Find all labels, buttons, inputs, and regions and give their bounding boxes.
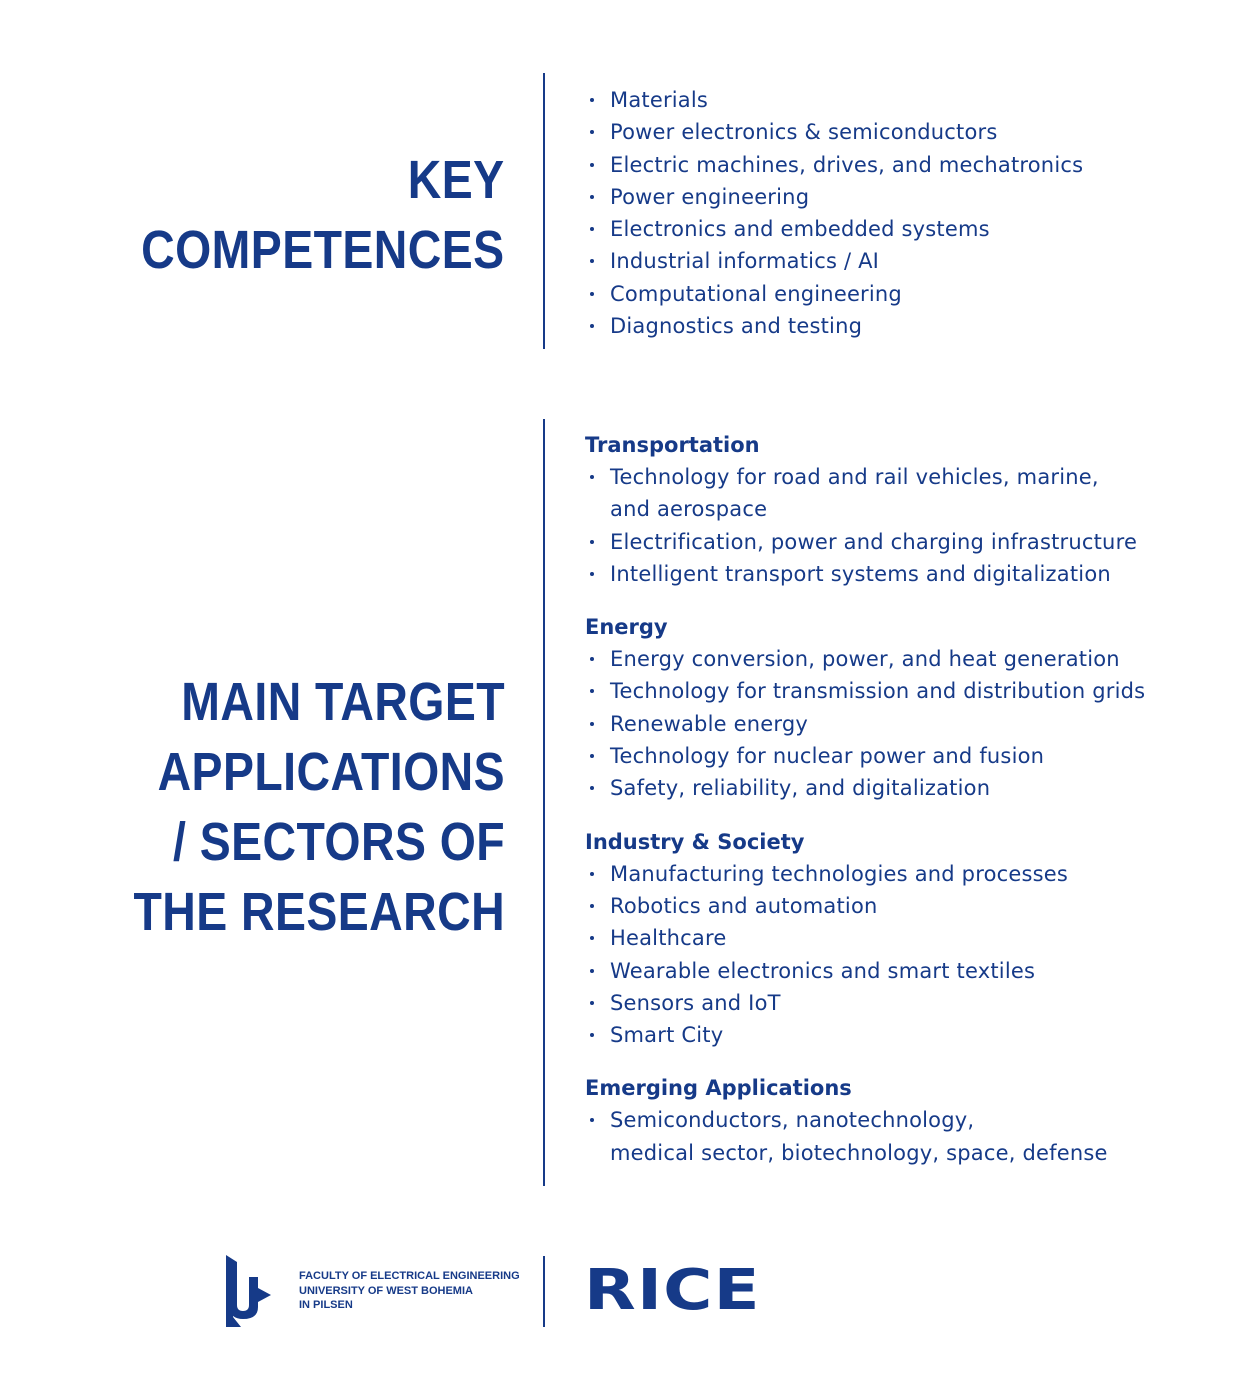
footer-divider xyxy=(543,1256,545,1327)
heading-line: THE RESEARCH xyxy=(133,882,505,942)
key-competences-list-wrap xyxy=(585,84,1083,342)
sector-title: Energy xyxy=(585,615,668,640)
sector-item xyxy=(585,1104,1145,1169)
sector-item-line: Electrification, power and charging infrastructure xyxy=(610,529,1138,554)
sector-list xyxy=(585,858,1145,1052)
sector-item-line: Safety, reliability, and digitalization xyxy=(610,776,991,801)
sector-item-line: Intelligent transport systems and digitalization xyxy=(610,561,1111,586)
sector-item-line: Sensors and IoT xyxy=(610,990,781,1015)
fel-zcu-logo-icon xyxy=(225,1255,275,1327)
sector-item xyxy=(585,955,1145,987)
heading-line: COMPETENCES xyxy=(141,220,505,280)
key-competences-list xyxy=(585,84,1083,342)
divider-line xyxy=(543,419,545,1186)
sector-list xyxy=(585,461,1145,590)
sector-item-line: Technology for road and rail vehicles, marine, xyxy=(610,465,1099,489)
sector-group xyxy=(585,429,1145,590)
sector-list xyxy=(585,1104,1145,1169)
sector-item xyxy=(585,643,1145,675)
sector-title: Emerging Applications xyxy=(585,1076,852,1101)
sector-item-line: Wearable electronics and smart textiles xyxy=(610,958,1036,983)
sector-item xyxy=(585,922,1145,954)
sector-group xyxy=(585,1072,1145,1169)
sector-item-line: Semiconductors, nanotechnology, xyxy=(610,1108,975,1133)
competence-item: Diagnostics and testing xyxy=(585,310,1083,342)
sector-item-line: Technology for nuclear power and fusion xyxy=(610,744,1045,769)
sector-item-line: and aerospace xyxy=(610,497,768,522)
rice-logo: RICE xyxy=(584,1258,761,1323)
sector-title: Industry & Society xyxy=(585,829,805,854)
competence-item: Materials xyxy=(585,84,1083,116)
divider-line xyxy=(543,73,545,349)
target-applications-sections xyxy=(585,429,1145,1190)
sector-item-line: Renewable energy xyxy=(610,711,808,736)
heading-line: KEY xyxy=(408,150,505,210)
sector-item-line: Healthcare xyxy=(610,926,727,951)
heading-line: / SECTORS OF xyxy=(172,812,505,872)
sector-list xyxy=(585,643,1145,804)
competence-item: Computational engineering xyxy=(585,278,1083,310)
faculty-line: IN PILSEN xyxy=(299,1299,353,1311)
faculty-name xyxy=(299,1269,520,1313)
sector-item xyxy=(585,526,1145,558)
sector-item xyxy=(585,461,1145,526)
sector-item xyxy=(585,772,1145,804)
heading-line: MAIN TARGET xyxy=(181,672,505,732)
heading-line: APPLICATIONS xyxy=(157,742,505,802)
competence-item: Electronics and embedded systems xyxy=(585,213,1083,245)
faculty-line: FACULTY OF ELECTRICAL ENGINEERING xyxy=(299,1270,520,1282)
competence-item: Electric machines, drives, and mechatronics xyxy=(585,149,1083,181)
sector-item-line: medical sector, biotechnology, space, defense xyxy=(610,1140,1108,1165)
target-applications-heading xyxy=(133,667,505,947)
sector-item xyxy=(585,890,1145,922)
sector-item xyxy=(585,1019,1145,1051)
sector-item-line: Smart City xyxy=(610,1023,724,1048)
sector-item xyxy=(585,675,1145,707)
sector-item-line: Robotics and automation xyxy=(610,893,878,918)
key-competences-heading xyxy=(142,145,505,285)
sector-item xyxy=(585,740,1145,772)
sector-item-line: Technology for transmission and distribution grids xyxy=(610,679,1146,704)
sector-item-line: Energy conversion, power, and heat generation xyxy=(610,647,1120,672)
competence-item: Power electronics & semiconductors xyxy=(585,116,1083,148)
sector-item xyxy=(585,558,1145,590)
sector-item-line: Manufacturing technologies and processes xyxy=(610,861,1069,886)
faculty-line: UNIVERSITY OF WEST BOHEMIA xyxy=(299,1284,473,1297)
competence-item: Power engineering xyxy=(585,181,1083,213)
sector-item xyxy=(585,708,1145,740)
sector-item xyxy=(585,858,1145,890)
sector-title: Transportation xyxy=(585,433,760,457)
sector-group xyxy=(585,611,1145,804)
sector-group xyxy=(585,826,1145,1052)
sector-item xyxy=(585,987,1145,1019)
competence-item: Industrial informatics / AI xyxy=(585,245,1083,277)
